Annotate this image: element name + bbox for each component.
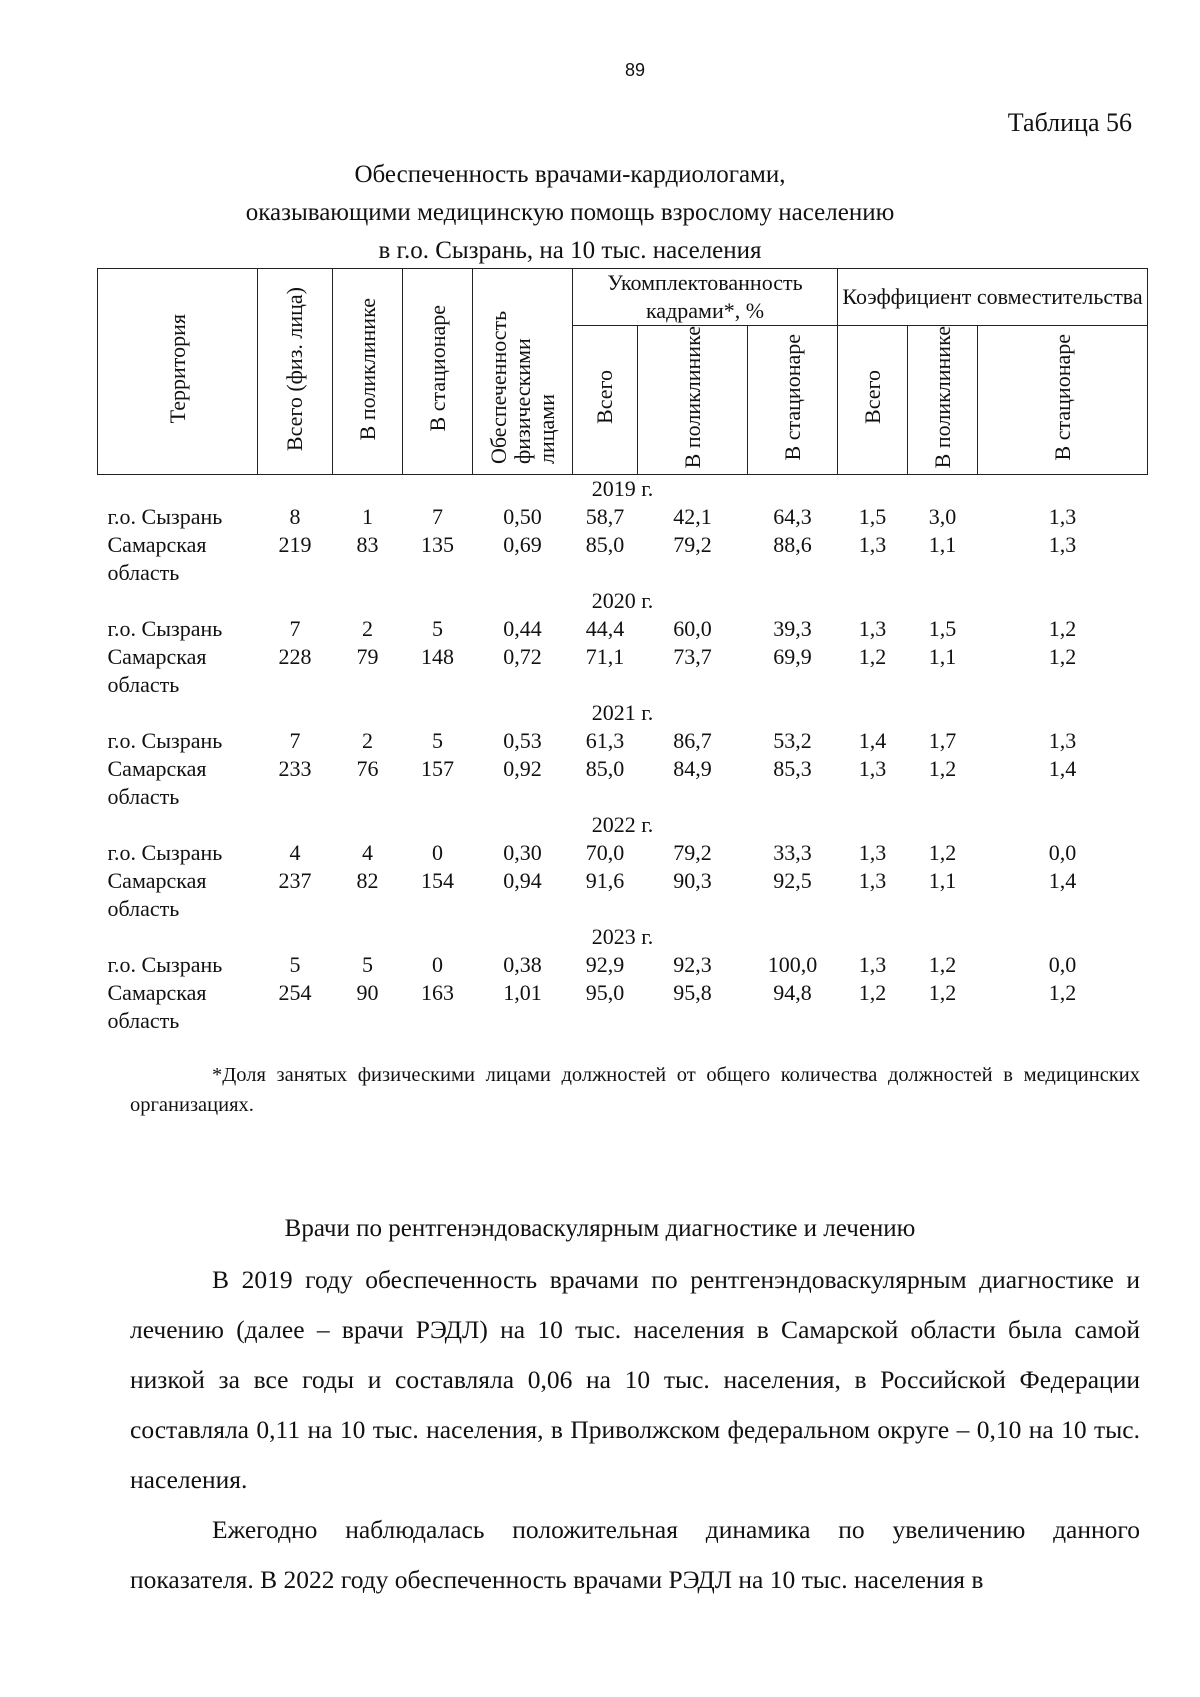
value-cell: 1,4 [1048, 868, 1077, 894]
header-provision-label: Обеспеченность физическими лицами [485, 310, 559, 464]
territory-cell: г.о. Сызрань [107, 504, 223, 530]
value-cell: 1,2 [1048, 616, 1077, 642]
header-staffing-total [573, 326, 638, 475]
value-cell: 2 [362, 616, 373, 642]
value-cell: 135 [421, 532, 454, 558]
value-cell: 0,92 [503, 756, 542, 782]
value-cell: 44,4 [585, 616, 625, 642]
value-cell: 91,6 [585, 868, 625, 894]
table-row [98, 951, 1148, 979]
value-cell: 95,0 [585, 980, 625, 1006]
value-cell: 61,3 [585, 728, 625, 754]
year-label: 2022 г. [591, 812, 654, 838]
value-cell: 42,1 [673, 504, 712, 530]
header-coef-hospital-label: В стационаре [1049, 333, 1075, 461]
header-staffing-polyclinic-label: В поликлинике [679, 326, 705, 469]
header-territory [98, 269, 258, 475]
caption-line: Обеспеченность врачами-кардиологами, [354, 161, 786, 188]
footnote: *Доля занятых физическими лицами должностей от общего количества должностей в медицинских организациях. [130, 1064, 1140, 1116]
value-cell: 0,50 [503, 504, 542, 530]
territory-cell: г.о. Сызрань [107, 952, 223, 978]
year-row [98, 475, 1148, 504]
value-cell: 92,3 [673, 952, 712, 978]
value-cell: 100,0 [767, 952, 818, 978]
table-label: Таблица 56 [1007, 108, 1132, 137]
value-cell: 0,0 [1048, 952, 1077, 978]
value-cell: 0,94 [503, 868, 542, 894]
value-cell: 1,2 [1048, 644, 1077, 670]
value-cell: 1,5 [928, 616, 957, 642]
value-cell: 1,2 [858, 644, 887, 670]
value-cell: 53,2 [773, 728, 812, 754]
value-cell: 92,5 [773, 868, 812, 894]
territory-cell: Самарская область [107, 868, 207, 922]
value-cell: 79 [356, 644, 379, 670]
value-cell: 73,7 [673, 644, 712, 670]
value-cell: 85,3 [773, 756, 812, 782]
value-cell: 5 [432, 616, 443, 642]
table-caption [140, 156, 1000, 270]
value-cell: 0 [432, 952, 443, 978]
value-cell: 8 [289, 504, 301, 530]
value-cell: 0 [432, 840, 443, 866]
value-cell: 64,3 [773, 504, 812, 530]
value-cell: 148 [421, 644, 454, 670]
value-cell: 254 [278, 980, 312, 1006]
value-cell: 1 [362, 504, 373, 530]
value-cell: 33,3 [773, 840, 812, 866]
value-cell: 1,1 [928, 644, 957, 670]
page-number: 89 [624, 60, 646, 80]
header-staffing-polyclinic [638, 326, 748, 475]
value-cell: 219 [278, 532, 312, 558]
value-cell: 1,3 [1048, 532, 1077, 558]
value-cell: 1,3 [858, 840, 887, 866]
value-cell: 1,7 [928, 728, 957, 754]
value-cell: 90 [356, 980, 379, 1006]
value-cell: 0,0 [1048, 840, 1077, 866]
header-coef-hospital [978, 326, 1148, 475]
section-title: Врачи по рентгенэндоваскулярным диагностике и лечению [284, 1215, 916, 1242]
value-cell: 1,1 [928, 868, 957, 894]
table-row [98, 643, 1148, 699]
table-row [98, 727, 1148, 755]
table-body [98, 475, 1148, 1036]
value-cell: 1,4 [1048, 756, 1077, 782]
value-cell: 76 [356, 756, 379, 782]
value-cell: 85,0 [585, 532, 625, 558]
value-cell: 94,8 [773, 980, 812, 1006]
value-cell: 60,0 [673, 616, 712, 642]
value-cell: 79,2 [673, 532, 712, 558]
territory-cell: Самарская область [107, 532, 207, 586]
header-hospital [403, 269, 473, 475]
value-cell: 1,2 [858, 980, 887, 1006]
territory-cell: г.о. Сызрань [107, 840, 223, 866]
year-label: 2019 г. [591, 476, 654, 502]
value-cell: 1,5 [858, 504, 887, 530]
caption-line: оказывающими медицинскую помощь взрослому населению [245, 199, 895, 226]
header-staffing-total-label: Всего [592, 370, 617, 425]
value-cell: 0,72 [503, 644, 542, 670]
value-cell: 58,7 [585, 504, 625, 530]
header-territory-label: Территория [164, 313, 190, 424]
value-cell: 79,2 [673, 840, 712, 866]
table-row [98, 839, 1148, 867]
value-cell: 69,9 [773, 644, 812, 670]
value-cell: 86,7 [673, 728, 712, 754]
territory-cell: г.о. Сызрань [107, 616, 223, 642]
value-cell: 0,30 [503, 840, 542, 866]
value-cell: 5 [289, 952, 301, 978]
table-row [98, 503, 1148, 531]
value-cell: 233 [278, 756, 312, 782]
value-cell: 1,2 [928, 952, 957, 978]
header-polyclinic-label: В поликлинике [354, 297, 380, 440]
value-cell: 5 [432, 728, 443, 754]
value-cell: 237 [278, 868, 312, 894]
year-row [98, 587, 1148, 615]
value-cell: 1,3 [858, 952, 887, 978]
territory-cell: г.о. Сызрань [107, 728, 223, 754]
table-row [98, 979, 1148, 1035]
header-provision [473, 269, 573, 475]
header-polyclinic [333, 269, 403, 475]
value-cell: 1,3 [858, 868, 887, 894]
value-cell: 1,3 [1048, 504, 1077, 530]
value-cell: 85,0 [585, 756, 625, 782]
header-coef-group: Коэффициент совместительства [838, 269, 1148, 326]
table-row [98, 755, 1148, 811]
year-row [98, 811, 1148, 839]
table-row [98, 615, 1148, 643]
value-cell: 70,0 [585, 840, 625, 866]
value-cell: 1,2 [928, 980, 957, 1006]
value-cell: 71,1 [585, 644, 625, 670]
value-cell: 1,2 [928, 840, 957, 866]
header-total [258, 269, 333, 475]
cardiologists-table [97, 268, 1148, 1035]
table-row [98, 867, 1148, 923]
year-label: 2021 г. [591, 700, 654, 726]
value-cell: 0,44 [503, 616, 542, 642]
header-coef-total-label: Всего [859, 370, 885, 425]
value-cell: 1,3 [858, 532, 887, 558]
value-cell: 1,1 [928, 532, 957, 558]
value-cell: 1,2 [1048, 980, 1077, 1006]
value-cell: 92,9 [585, 952, 625, 978]
value-cell: 7 [289, 616, 301, 642]
paragraph: В 2019 году обеспеченность врачами по рентгенэндоваскулярным диагностике и лечению (далее – врачи РЭДЛ) на 10 тыс. населения в Самарской области была самой низкой за все годы и составляла 0,06 на 10 тыс. населения, в Российской Федерации составляла 0,11 на 10 тыс. населения, в Приволжском федеральном округе – 0,10 на 10 тыс. населения. [130, 1265, 1140, 1494]
value-cell: 163 [421, 980, 454, 1006]
value-cell: 84,9 [673, 756, 712, 782]
year-row [98, 699, 1148, 727]
header-staffing-hospital-label: В стационаре [779, 333, 805, 461]
value-cell: 3,0 [928, 504, 957, 530]
value-cell: 0,38 [503, 952, 542, 978]
header-staffing-group: Укомплектованность кадрами*, % [573, 269, 838, 326]
header-staffing-hospital [748, 326, 838, 475]
value-cell: 154 [421, 868, 454, 894]
value-cell: 7 [432, 504, 443, 530]
value-cell: 1,01 [503, 980, 542, 1006]
value-cell: 2 [362, 728, 373, 754]
value-cell: 1,2 [928, 756, 957, 782]
value-cell: 7 [289, 728, 301, 754]
territory-cell: Самарская область [107, 980, 207, 1034]
year-label: 2020 г. [591, 588, 654, 614]
value-cell: 90,3 [673, 868, 712, 894]
value-cell: 82 [356, 868, 379, 894]
value-cell: 1,4 [858, 728, 887, 754]
value-cell: 157 [421, 756, 454, 782]
territory-cell: Самарская область [107, 756, 207, 810]
value-cell: 0,53 [503, 728, 542, 754]
value-cell: 0,69 [503, 532, 542, 558]
value-cell: 228 [278, 644, 312, 670]
value-cell: 5 [362, 952, 373, 978]
value-cell: 4 [362, 840, 373, 866]
year-label: 2023 г. [591, 924, 654, 950]
paragraph: Ежегодно наблюдалась положительная динамика по увеличению данного показателя. В 2022 году обеспеченность врачами РЭДЛ на 10 тыс. населения в [130, 1515, 1140, 1594]
header-coef-polyclinic-label: В поликлинике [929, 326, 955, 469]
value-cell: 1,3 [858, 756, 887, 782]
caption-line: в г.о. Сызрань, на 10 тыс. населения [378, 237, 762, 264]
header-total-label: Всего (физ. лица) [282, 286, 307, 451]
header-hospital-label: В стационаре [424, 305, 450, 432]
value-cell: 95,8 [673, 980, 712, 1006]
territory-cell: Самарская область [107, 644, 207, 698]
value-cell: 1,3 [1048, 728, 1077, 754]
value-cell: 83 [356, 532, 379, 558]
header-coef-polyclinic [908, 326, 978, 475]
value-cell: 4 [289, 840, 301, 866]
value-cell: 39,3 [773, 616, 812, 642]
header-coef-total [838, 326, 908, 475]
value-cell: 1,3 [858, 616, 887, 642]
year-row [98, 923, 1148, 951]
table-row [98, 531, 1148, 587]
value-cell: 88,6 [773, 532, 812, 558]
